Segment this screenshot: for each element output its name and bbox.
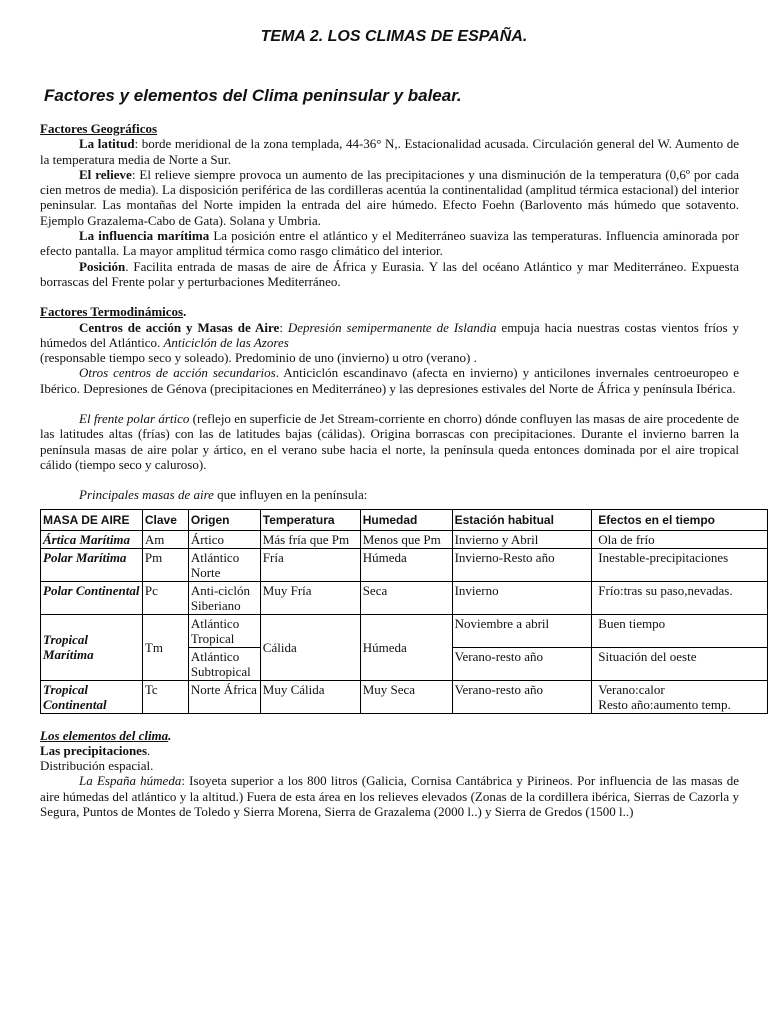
table-cell: Invierno <box>452 581 592 614</box>
table-cell: Seca <box>360 581 452 614</box>
paragraph-distribucion: Distribución espacial. <box>40 758 154 774</box>
paragraph-centros: Centros de acción y Masas de Aire: Depresión semipermanente de Islandia empuja hacia nuestras costas vientos fríos y húmedos del Atlántico. Anticiclón de las Azores <box>40 319 740 350</box>
table-cell: Atlántico Subtropical <box>188 647 260 680</box>
table-cell: Atlántico Norte <box>188 548 260 581</box>
table-cell: Anti-ciclón Siberiano <box>188 581 260 614</box>
table-row <box>41 614 768 647</box>
table-cell: Muy Cálida <box>260 680 360 713</box>
table-row <box>41 680 768 713</box>
table-cell: Situación del oeste <box>592 647 768 680</box>
table-header: Estación habitual <box>452 509 592 530</box>
term-posicion: Posición <box>79 258 126 274</box>
table-row <box>41 581 768 614</box>
table-cell: Noviembre a abril <box>452 614 592 647</box>
table-cell: Ártica Marítima <box>41 530 143 548</box>
table-cell: Tropical Continental <box>41 680 143 713</box>
term-centros: Centros de acción y Masas de Aire <box>79 319 280 335</box>
table-cell: Verano:calor Resto año:aumento temp. <box>592 680 768 713</box>
table-cell: Polar Marítima <box>41 548 143 581</box>
table-cell: Muy Fría <box>260 581 360 614</box>
document-body <box>40 121 739 819</box>
table-cell: Ola de frío <box>592 530 768 548</box>
table-cell: Húmeda <box>360 614 452 680</box>
table-cell: Muy Seca <box>360 680 452 713</box>
section-heading-termodinamicos: Factores Termodinámicos. <box>40 304 187 320</box>
table-header-row <box>41 509 768 530</box>
table-cell: Norte África <box>188 680 260 713</box>
table-cell: Tm <box>142 614 188 680</box>
table-cell: Ártico <box>188 530 260 548</box>
paragraph-latitud: La latitud: borde meridional de la zona templada, 44-36° N,. Estacionalidad acusada. Circulación general del W. Aumento de la temperatura media de Norte a Sur. <box>40 136 739 167</box>
table-cell: Pm <box>142 548 188 581</box>
table-cell: Atlántico Tropical <box>188 614 260 647</box>
table-row <box>41 530 768 548</box>
paragraph-posicion: Posición. Facilita entrada de masas de aire de África y Eurasia. Y las del océano Atlántico y mar Mediterráneo. Expuesta borrascas del Frente polar y perturbaciones Mediterráneo. <box>40 258 739 289</box>
term-relieve: El relieve <box>79 166 132 182</box>
table-cell: Verano-resto año <box>452 680 592 713</box>
paragraph-otros-centros: Otros centros de acción secundarios. Anticiclón escandinavo (afecta en invierno) y anticilones invernales centroeuropeo e Ibérico. Depresiones de Génova (precipitaciones en Mediterráneo) y las depresiones estivales del Norte de África y península Ibérica. <box>40 365 739 396</box>
table-cell: Invierno-Resto año <box>452 548 592 581</box>
table-cell: Menos que Pm <box>360 530 452 548</box>
table-cell: Polar Continental <box>41 581 143 614</box>
table-cell: Buen tiempo <box>592 614 768 647</box>
table-cell: Pc <box>142 581 188 614</box>
table-header: Origen <box>188 509 260 530</box>
table-cell: Húmeda <box>360 548 452 581</box>
term-latitud: La latitud <box>79 136 135 152</box>
table-cell: Tc <box>142 680 188 713</box>
table-row <box>41 548 768 581</box>
subheading-precipitaciones: Las precipitaciones. <box>40 742 151 758</box>
table-cell: Verano-resto año <box>452 647 592 680</box>
paragraph-centros-cont: (responsable tiempo seco y soleado). Predominio de uno (invierno) u otro (verano) . <box>40 350 477 366</box>
table-cell: Inestable-precipitaciones <box>592 548 768 581</box>
paragraph-frente-polar: El frente polar ártico (reflejo en superficie de Jet Stream-corriente en chorro) dónde confluyen las masas de aire procedente de las latitudes altas (frías) con las de latitudes bajas (cálidas). Origina borrascas con precipitaciones. Durante el invierno barren la península masas de aire polar y ártico, en el verano sube hacia el norte, la península queda entonces dominada por el aire tropical cálido (tiempo seco y caluroso). <box>40 411 740 472</box>
page-subtitle: Factores y elementos del Clima peninsular y balear. <box>44 86 462 105</box>
air-masses-table <box>40 509 768 714</box>
paragraph-masas-intro: Principales masas de aire que influyen en la península: <box>79 487 368 503</box>
table-cell: Tropical Marítima <box>41 614 143 680</box>
paragraph-maritima: La influencia marítima La posición entre el atlántico y el Mediterráneo suaviza las temperaturas. Influencia aminorada por efecto pantalla. La mayor amplitud térmica como rasgo climático del interior. <box>40 228 739 259</box>
table-cell: Cálida <box>260 614 360 680</box>
table-header: Humedad <box>360 509 452 530</box>
section-heading-elementos: Los elementos del clima. <box>40 727 172 743</box>
table-cell: Frío:tras su paso,nevadas. <box>592 581 768 614</box>
table-cell: Invierno y Abril <box>452 530 592 548</box>
table-cell: Am <box>142 530 188 548</box>
table-header: Temperatura <box>260 509 360 530</box>
paragraph-espana-humeda: La España húmeda: Isoyeta superior a los 800 litros (Galicia, Cornisa Cantábrica y Pirineos. Por influencia de las masas de aire húmedas del atlántico y la altitud.) Fuera de esta área en los relieves elevados (Zonas de la cordillera ibérica, Sierras de Cazorla y Segura, Puntos de Montes de Toledo y Sierra Morena, Sierra de Grazalema (2000 l..) y Sierra de Gredos (1500 l..) <box>40 773 740 820</box>
section-heading-geograficos: Factores Geográficos <box>40 121 158 136</box>
page-title: TEMA 2. LOS CLIMAS DE ESPAÑA. <box>260 28 528 45</box>
table-header: Clave <box>142 509 188 530</box>
table-header: MASA DE AIRE <box>41 509 143 530</box>
table-cell: Fría <box>260 548 360 581</box>
paragraph-relieve: El relieve: El relieve siempre provoca un aumento de las precipitaciones y una disminución de la temperatura (0,6º por cada cien metros de media). La disposición periférica de las cordilleras acentúa la continentalidad (amplitud térmica estacional) del interior peninsular. Las montañas del Norte impiden la entrada del aire húmedo. Efecto Foehn (Barlovento más húmedo que sotavento. Ejemplo Grazalema-Cabo de Gata). Solana y Umbria. <box>40 166 739 228</box>
table-cell: Más fría que Pm <box>260 530 360 548</box>
table-header: Efectos en el tiempo <box>592 509 768 530</box>
term-maritima: La influencia marítima <box>79 228 210 244</box>
